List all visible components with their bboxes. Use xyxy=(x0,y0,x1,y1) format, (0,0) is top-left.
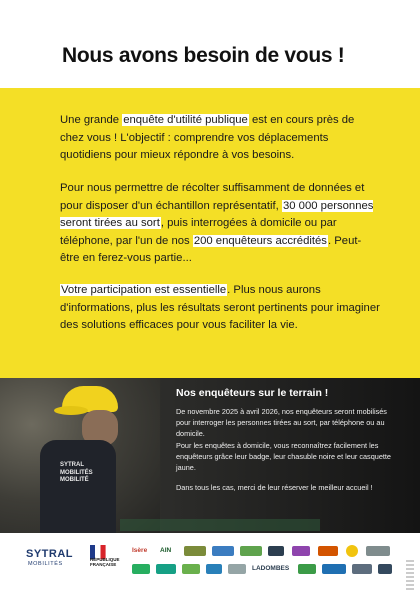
highlight-enquete: enquête d'utilité publique xyxy=(123,114,248,126)
partner-logo-icon xyxy=(318,546,338,556)
highlight-participation: Votre participation est essentielle xyxy=(61,284,227,296)
sytral-logo: SYTRAL xyxy=(26,548,73,560)
partner-logo-ladombes: LADOMBES xyxy=(252,565,290,572)
page-title: Nous avons besoin de vous ! xyxy=(62,44,345,67)
partner-logo-icon xyxy=(292,546,310,556)
partner-logo-icon xyxy=(132,564,150,574)
partner-logo-icon xyxy=(378,564,392,574)
partner-logo-icon xyxy=(184,546,206,556)
paragraph-participation xyxy=(60,282,380,335)
highlight-30000: 30 000 personnes seront tirées au sort xyxy=(60,199,374,229)
participation-text-b: . Plus nous aurons d'informations, plus les résultats seront pertinents pour imaginer des solutions efficaces pour vous faciliter la vie. xyxy=(60,284,380,331)
paragraph-intro xyxy=(60,112,380,165)
republique-francaise-label: RÉPUBLIQUE FRANÇAISE xyxy=(90,557,120,567)
cap-brim-icon xyxy=(54,406,88,415)
partner-logo-icon xyxy=(156,564,176,574)
partner-logo-ain: AIN xyxy=(160,547,172,554)
vest-label: SYTRAL MOBILITÉS MOBILITÉ xyxy=(60,462,93,483)
black-vest-icon xyxy=(40,440,116,533)
partner-logo-icon xyxy=(268,546,284,556)
sytral-logo-subtitle: MOBILITÉS xyxy=(28,561,63,567)
partner-logo-icon xyxy=(346,545,358,557)
band-text-dates: De novembre 2025 à avril 2026, nos enquêteurs seront mobilisés pour interroger les personnes tirées au sort, par téléphone ou au domicile. xyxy=(176,407,387,438)
highlight-200-enqueteurs: 200 enquêteurs accrédités xyxy=(193,234,327,247)
partner-logo-icon xyxy=(240,546,262,556)
partner-logo-isere: Isère xyxy=(132,547,148,554)
paragraph-sample xyxy=(60,180,380,268)
sample-text-b: , puis interrogées à domicile ou par téléphone, par l'un de nos xyxy=(60,217,337,247)
partner-logo-icon xyxy=(298,564,316,574)
partner-logo-icon xyxy=(228,564,246,574)
partner-logo-icon xyxy=(206,564,222,574)
partner-logo-icon xyxy=(352,564,372,574)
band-text-identification: Pour les enquêtes à domicile, vous reconnaîtrez facilement les enquêteurs grâce leur badge, leur chasuble noire et leur casquette jaune. xyxy=(176,441,391,472)
sample-text-a: Pour nous permettre de récolter suffisamment de données et pour disposer d'un échantillon représentatif, xyxy=(60,182,365,212)
partner-logo-icon xyxy=(182,564,200,574)
vertical-printer-mark xyxy=(406,560,414,590)
partner-logo-icon xyxy=(212,546,234,556)
photo-caption-strip xyxy=(120,519,320,531)
intro-text-b: est en cours près de chez vous ! L'objectif : comprendre vos déplacements quotidiens pour mieux répondre à vos besoins. xyxy=(60,114,355,161)
band-text-welcome: Dans tous les cas, merci de leur réserver le meilleur accueil ! xyxy=(176,483,373,492)
sample-text-c: . Peut-être en ferez-vous partie... xyxy=(60,234,362,264)
partner-logo-icon xyxy=(366,546,390,556)
intro-text-a: Une grande xyxy=(60,114,123,126)
band-title: Nos enquêteurs sur le terrain ! xyxy=(176,387,329,399)
partner-logo-icon xyxy=(322,564,346,574)
